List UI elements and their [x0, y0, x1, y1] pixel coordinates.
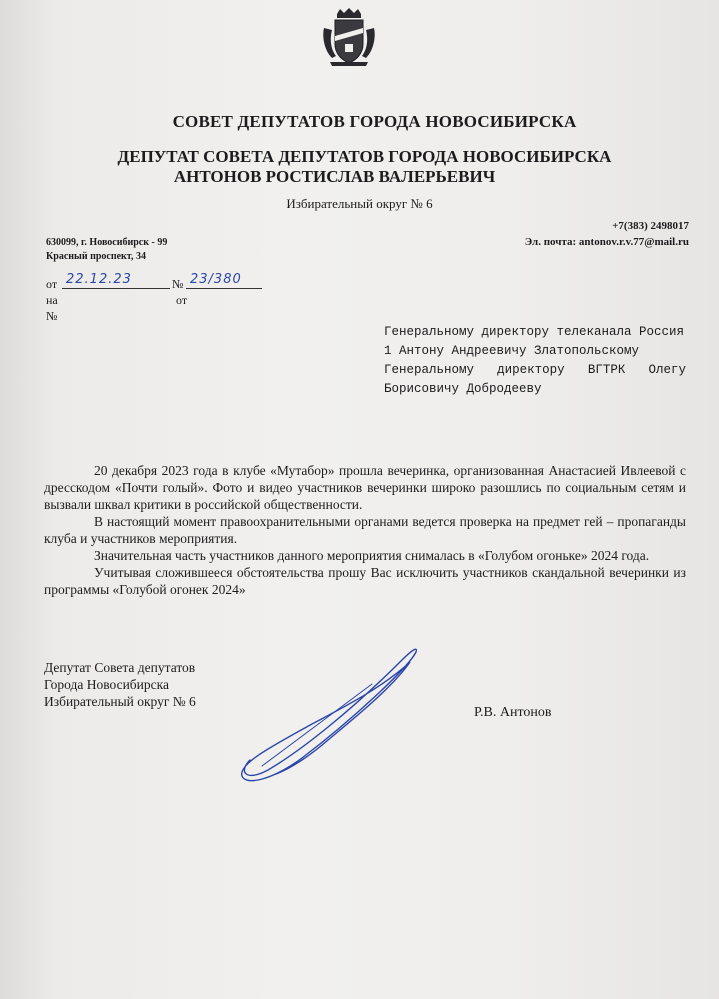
addressee-line: Генеральному директору телеканала Россия — [384, 325, 685, 339]
postal-address — [46, 236, 167, 264]
phone-number: +7(383) 2498017 — [612, 220, 689, 232]
signatory-line: Избирательный округ № 6 — [44, 694, 196, 709]
reply-to-label: на № — [46, 293, 58, 323]
address-line: 630099, г. Новосибирск - 99 — [46, 237, 168, 248]
reply-from-label: от — [176, 293, 188, 307]
handwritten-number: 23/380 — [190, 272, 242, 287]
council-name: СОВЕТ ДЕПУТАТОВ ГОРОДА НОВОСИБИРСКА — [172, 112, 577, 131]
address-line: Красный проспект, 34 — [46, 251, 146, 262]
from-label: от — [46, 277, 58, 291]
body-paragraph: 20 декабря 2023 года в клубе «Мутабор» прошла вечеринка, организованная Анастасией Ивлеевой с дресскодом «Почти голый». Фото и видео участников вечеринки широко разошлись по социальным сетям и вызвали шквал критики в российской общественности. — [44, 463, 686, 512]
addressee-line: 1 Антону Андреевичу Златопольскому — [384, 344, 640, 358]
coat-of-arms-icon — [318, 6, 380, 68]
addressee-line: Генеральному директору ВГТРК Олегу Борисовичу Добродееву — [384, 363, 686, 396]
handwritten-signature — [232, 640, 432, 790]
body-paragraph: Учитывая сложившееся обстоятельства прошу Вас исключить участников скандальной вечеринки из программы «Голубой огонек 2024» — [44, 565, 686, 597]
handwritten-date: 22.12.23 — [66, 272, 132, 287]
electoral-district: Избирательный округ № 6 — [286, 196, 433, 211]
body-paragraph: Значительная часть участников данного мероприятия снималась в «Голубом огоньке» 2024 года. — [94, 548, 650, 563]
addressee-block — [384, 323, 686, 399]
signatory-line: Города Новосибирска — [44, 677, 169, 692]
signatory-title — [44, 659, 196, 710]
deputy-title-line: ДЕПУТАТ СОВЕТА ДЕПУТАТОВ ГОРОДА НОВОСИБИРСКА — [117, 147, 612, 166]
body-paragraph: В настоящий момент правоохранительными органами ведется проверка на предмет гей – пропаганды клуба и участников мероприятия. — [44, 514, 686, 546]
deputy-name: АНТОНОВ РОСТИСЛАВ ВАЛЕРЬЕВИЧ — [173, 167, 496, 186]
letter-body — [44, 462, 686, 598]
deputy-title — [0, 147, 719, 187]
contact-block — [525, 218, 689, 250]
signatory-line: Депутат Совета депутатов — [44, 660, 196, 675]
number-label: № — [172, 277, 184, 291]
email-address: Эл. почта: antonov.r.v.77@mail.ru — [524, 236, 689, 248]
signatory-name: Р.В. Антонов — [474, 705, 552, 720]
